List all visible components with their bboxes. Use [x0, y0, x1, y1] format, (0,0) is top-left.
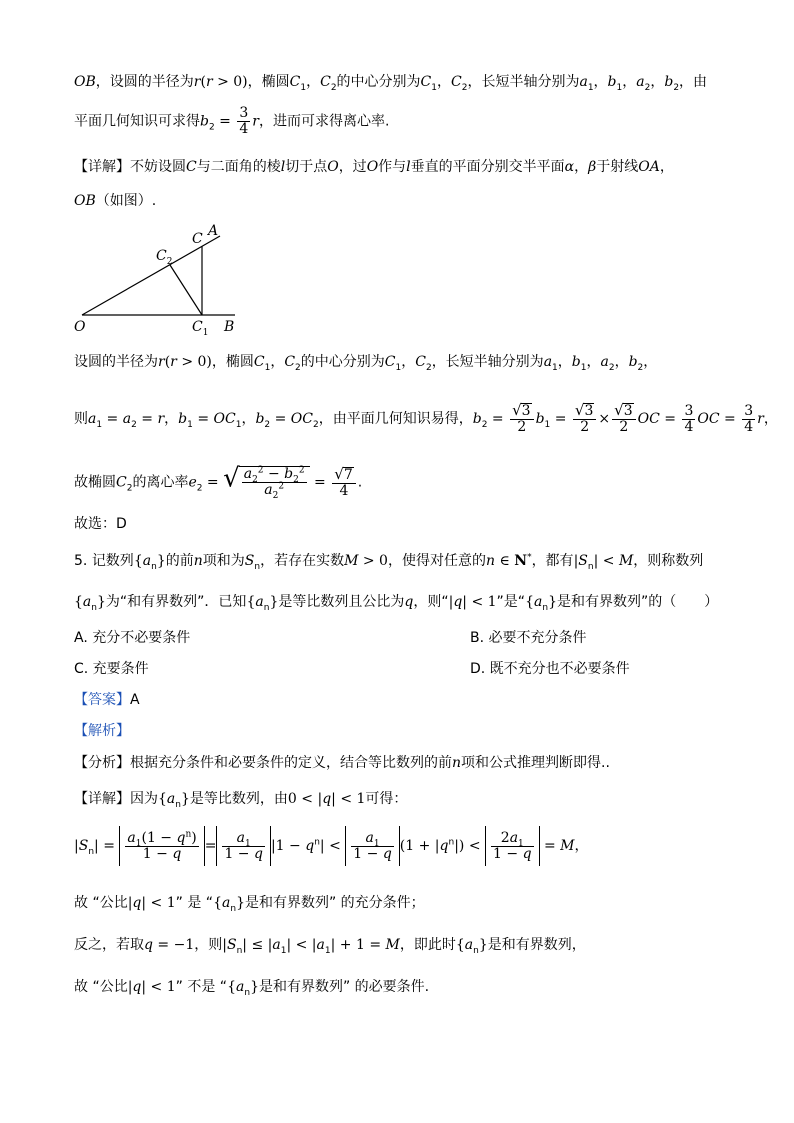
text: 的离心率 — [132, 474, 189, 491]
text: ，则“ — [413, 594, 449, 610]
text-line: 故椭圆$C_2$的离心率$e_2$ = √ $\frac{a_2^2 - b_2^2}{a_2^2}$ = $\frac{√7}{4}$ . — [74, 463, 363, 501]
text: ，则称数列 — [633, 553, 704, 569]
section-tag: 【分析】 — [74, 755, 130, 771]
label-c: C — [192, 231, 203, 247]
text: ，设圆的半径为 — [95, 74, 194, 90]
text: 于射线 — [596, 159, 639, 175]
text: ，则 — [194, 937, 223, 953]
label-b: B — [224, 319, 235, 335]
text: ，过 — [338, 159, 367, 175]
text: 可得： — [365, 791, 408, 807]
text: ，若存在实数 — [260, 553, 345, 569]
text: 是和有界数列” 的必要条件. — [258, 979, 430, 995]
text: ，长短半轴分别为 — [467, 74, 580, 90]
text-line: 【分析】根据充分条件和必要条件的定义，结合等比数列的前n项和公式推理判断即得.. — [74, 755, 610, 771]
text: ，进而可求得离心率. — [258, 113, 390, 130]
text: 根据充分条件和必要条件的定义，结合等比数列的前 — [130, 755, 452, 771]
text: ，由 — [679, 74, 708, 90]
text: ”是“ — [496, 594, 526, 610]
text: ” 不是 “ — [175, 979, 228, 995]
inequality-formula: $|S_n|$ = $\frac{a_1(1 - q^n)}{1 - q}$ = $\frac{a_1}{1 - q}$ $|1 - q^n|$ < $\frac{a_1}{1 - q}$ $(1 + |q^n|)$ < $\frac{2a_1}{1 - q}$ = M， — [74, 826, 734, 872]
text: ，都有 — [531, 553, 574, 569]
line-oa — [82, 236, 220, 315]
text-line: 【详解】因为$\{a_n\}$是等比数列，由0 < |q| < 1可得： — [74, 791, 408, 810]
text-line: 【详解】不妨设圆C与二面角的棱l切于点O，过O作与l垂直的平面分别交半平面α，β于射线OA， — [74, 159, 674, 175]
option-row — [74, 659, 734, 679]
text: 因为 — [130, 791, 158, 807]
text: 故选：D — [74, 516, 127, 532]
label-o: O — [74, 319, 86, 335]
label-c1: $C_1$ — [192, 319, 209, 338]
geometry-figure — [70, 222, 250, 338]
text: 为“和有界数列”．已知 — [105, 594, 247, 610]
text: 是和有界数列， — [487, 937, 586, 953]
text: 垂直的平面分别交半平面 — [410, 159, 565, 175]
text: 是等比数列且公比为 — [278, 594, 405, 610]
text: 记数列 — [91, 553, 134, 569]
text: 故 “公比 — [74, 979, 128, 995]
text: ，长短半轴分别为 — [431, 354, 544, 370]
question-stem: 5. 记数列$\{a_n\}$的前n项和为$S_n$，若存在实数M > 0，使得对任意的n ∈ N*，都有$|S_n| < M$，则称数列 — [74, 552, 704, 572]
text: （如图）. — [95, 193, 157, 209]
option-c[interactable]: C. 充要条件 — [74, 661, 149, 677]
text: 则 — [74, 411, 88, 427]
text-line: OB，设圆的半径为r(r > 0)，椭圆$C_1$，$C_2$的中心分别为$C_1$，$C_2$，长短半轴分别为$a_1$，$b_1$，$a_2$，$b_2$，由 — [74, 74, 708, 93]
text-line: 故 “公比|q| < 1” 是 “$\{a_n\}$是和有界数列” 的充分条件； — [74, 895, 425, 914]
text: 项和为 — [202, 553, 245, 569]
analysis-line — [74, 721, 734, 741]
text: 的中心分别为 — [300, 354, 385, 370]
text-line: 则$a_1 = a_2 = r$，$b_1 = OC_1$，$b_2 = OC_2$，由平面几何知识易得，$b_2$ = $\frac{√3}{2}$ $b_1$ = $\frac{√3}{2}$ × $\frac{√3}{2}$ OC = $\frac{3}{4}$ OC = $\frac{3}{4}$ r， — [74, 401, 778, 435]
question-number: 5. — [74, 553, 88, 569]
text: 是和有界数列” 的充分条件； — [244, 895, 425, 911]
text: 的前 — [165, 553, 194, 569]
line-c2-c1 — [170, 265, 202, 315]
answer-line — [74, 690, 734, 710]
analysis-tag: 【解析】 — [74, 723, 130, 739]
text-line: 反之，若取q = −1，则$|S_n| \le |a_1| < |a_1| + 1 = M$，即此时$\{a_n\}$是和有界数列， — [74, 937, 586, 956]
text-line: 设圆的半径为r(r > 0)，椭圆$C_1$，$C_2$的中心分别为$C_1$，$C_2$，长短半轴分别为$a_1$，$b_1$，$a_2$，$b_2$， — [74, 354, 658, 373]
text: 故 “公比 — [74, 895, 128, 911]
option-row — [74, 628, 734, 648]
text: ，椭圆 — [211, 354, 254, 370]
text-line: OB（如图）. — [74, 193, 157, 209]
answer-value: A — [130, 692, 140, 708]
text: 是和有界数列”的（ ） — [556, 594, 719, 610]
label-c2: $C_2$ — [156, 248, 173, 267]
question-stem: $\{a_n\}$为“和有界数列”．已知$\{a_n\}$是等比数列且公比为q，则“|q| < 1”是“$\{a_n\}$是和有界数列”的（ ） — [74, 594, 719, 613]
text: ，即此时 — [399, 937, 456, 953]
answer-tag: 【答案】 — [74, 692, 130, 708]
text: 的中心分别为 — [336, 74, 421, 90]
text-line — [74, 514, 734, 534]
text-line: 平面几何知识可求得$b_2$ = $\frac{3}{4}$ r，进而可求得离心率. — [74, 105, 390, 137]
option-b[interactable]: B. 必要不充分条件 — [470, 630, 587, 646]
option-a[interactable]: A. 充分不必要条件 — [74, 630, 191, 646]
text: 平面几何知识可求得 — [74, 113, 200, 130]
text: 反之，若取 — [74, 937, 144, 953]
text: 与二面角的棱 — [196, 159, 281, 175]
section-tag: 【详解】 — [74, 159, 130, 175]
label-a: A — [208, 223, 219, 239]
text: 切于点 — [285, 159, 328, 175]
text: ，使得对任意的 — [387, 553, 486, 569]
text-line: 故 “公比|q| < 1” 不是 “$\{a_n\}$是和有界数列” 的必要条件. — [74, 979, 430, 998]
text: 不妨设圆 — [130, 159, 186, 175]
option-d[interactable]: D. 既不充分也不必要条件 — [470, 661, 630, 677]
text: ” 是 “ — [175, 895, 214, 911]
text: 是等比数列，由 — [189, 791, 288, 807]
text: 作与 — [378, 159, 407, 175]
text: 设圆的半径为 — [74, 354, 158, 370]
section-tag: 【详解】 — [74, 791, 130, 807]
text: ，椭圆 — [247, 74, 290, 90]
text: 项和公式推理判断即得.. — [461, 755, 610, 771]
text: 故椭圆 — [74, 474, 116, 491]
text: ，由平面几何知识易得， — [318, 411, 473, 427]
